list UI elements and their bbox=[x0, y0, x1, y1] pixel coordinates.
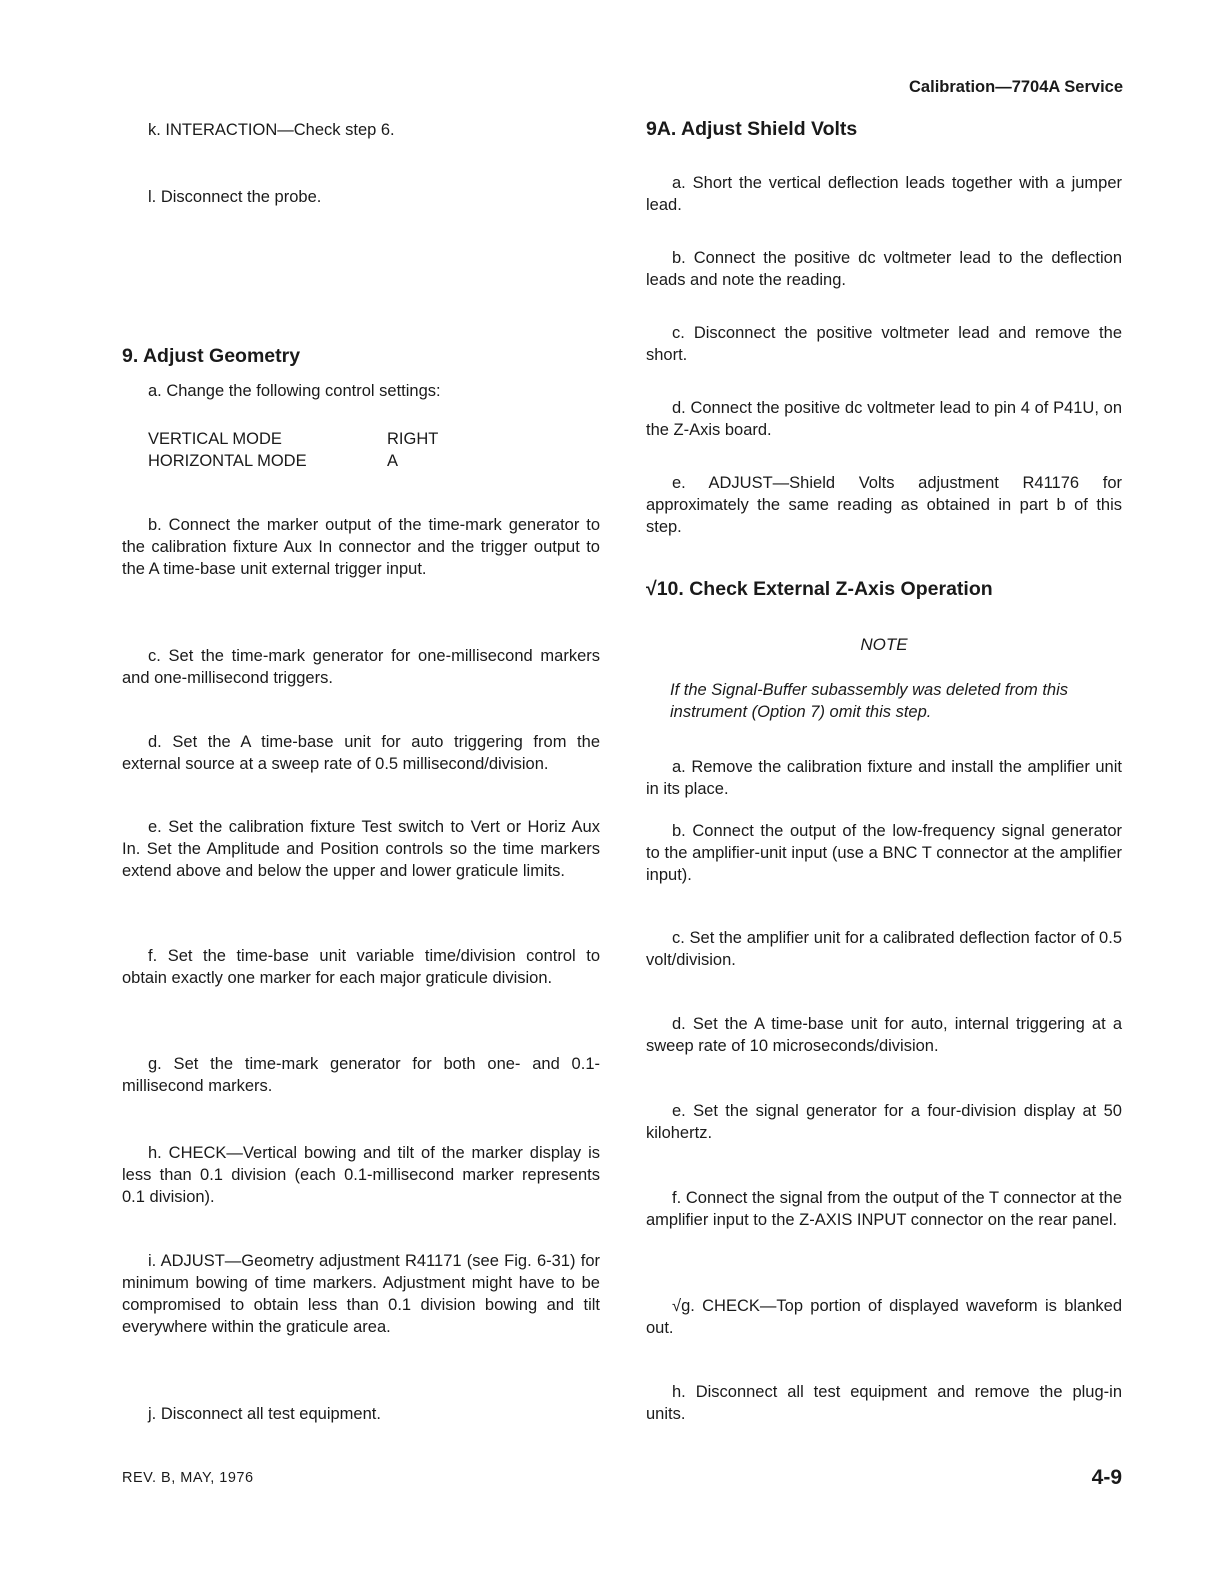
running-header: Calibration—7704A Service bbox=[909, 78, 1123, 96]
step-9h: h. CHECK—Vertical bowing and tilt of the marker display is less than 0.1 division (each 0.1-millisecond marker represents 0.1 division). bbox=[122, 1144, 600, 1206]
step-9e: e. Set the calibration fixture Test switch to Vert or Horiz Aux In. Set the Amplitude and Position controls so the time markers extend above and below the upper and lower graticule limits. bbox=[122, 818, 600, 880]
step-9b: b. Connect the marker output of the time-mark generator to the calibration fixture Aux In connector and the trigger output to the A time-base unit external trigger input. bbox=[122, 516, 600, 578]
step-10f: f. Connect the signal from the output of the T connector at the amplifier input to the Z-AXIS INPUT connector on the rear panel. bbox=[646, 1189, 1122, 1229]
page-number: 4-9 bbox=[1091, 1466, 1122, 1489]
note-title: NOTE bbox=[860, 635, 908, 654]
check-mark-icon: √ bbox=[646, 578, 657, 600]
step-9a-a: a. Short the vertical deflection leads together with a jumper lead. bbox=[646, 174, 1122, 214]
step-10d: d. Set the A time-base unit for auto, internal triggering at a sweep rate of 10 microseconds/division. bbox=[646, 1015, 1122, 1055]
section-10-title: 10. Check External Z-Axis Operation bbox=[656, 578, 993, 600]
step-9i: i. ADJUST—Geometry adjustment R41171 (see Fig. 6-31) for minimum bowing of time markers. Adjustment might have to be compromised to obtain less than 0.1 division bowing and tilt everywhere within the graticule area. bbox=[122, 1252, 600, 1336]
setting-value: A bbox=[387, 452, 399, 470]
step-9g: g. Set the time-mark generator for both one- and 0.1-millisecond markers. bbox=[122, 1055, 600, 1095]
control-settings-table bbox=[148, 428, 438, 472]
section-9-heading: 9. Adjust Geometry bbox=[122, 345, 301, 367]
setting-row bbox=[148, 450, 438, 472]
check-mark-icon: √ bbox=[672, 1297, 682, 1315]
revision-footer: REV. B, MAY, 1976 bbox=[122, 1470, 254, 1486]
step-9f: f. Set the time-base unit variable time/division control to obtain exactly one marker for each major graticule division. bbox=[122, 947, 600, 987]
setting-value: RIGHT bbox=[387, 430, 439, 448]
step-9j: j. Disconnect all test equipment. bbox=[148, 1405, 381, 1423]
step-10b: b. Connect the output of the low-frequency signal generator to the amplifier-unit input (use a BNC T connector at the amplifier input). bbox=[646, 822, 1122, 884]
setting-row bbox=[148, 428, 438, 450]
step-9a-b: b. Connect the positive dc voltmeter lead to the deflection leads and note the reading. bbox=[646, 249, 1122, 289]
step-9a-d: d. Connect the positive dc voltmeter lead to pin 4 of P41U, on the Z-Axis board. bbox=[646, 399, 1122, 439]
note-body: If the Signal-Buffer subassembly was deleted from this instrument (Option 7) omit this step. bbox=[670, 681, 1069, 721]
section-9a-heading: 9A. Adjust Shield Volts bbox=[646, 118, 858, 140]
step-9d: d. Set the A time-base unit for auto triggering from the external source at a sweep rate of 0.5 millisecond/division. bbox=[122, 733, 600, 773]
step-k: k. INTERACTION—Check step 6. bbox=[148, 121, 395, 139]
step-10g-text: g. CHECK—Top portion of displayed waveform is blanked out. bbox=[646, 1297, 1122, 1337]
section-10-heading bbox=[646, 578, 993, 601]
step-10e: e. Set the signal generator for a four-division display at 50 kilohertz. bbox=[646, 1102, 1122, 1142]
step-9a: a. Change the following control settings: bbox=[148, 382, 441, 400]
step-10c: c. Set the amplifier unit for a calibrated deflection factor of 0.5 volt/division. bbox=[646, 929, 1122, 969]
step-9c: c. Set the time-mark generator for one-millisecond markers and one-millisecond triggers. bbox=[122, 647, 600, 687]
step-10g bbox=[646, 1295, 1122, 1339]
step-9a-c: c. Disconnect the positive voltmeter lead and remove the short. bbox=[646, 324, 1122, 364]
step-l: l. Disconnect the probe. bbox=[148, 188, 322, 206]
step-9a-e: e. ADJUST—Shield Volts adjustment R41176 for approximately the same reading as obtained in part b of this step. bbox=[646, 474, 1122, 536]
step-10a: a. Remove the calibration fixture and install the amplifier unit in its place. bbox=[646, 758, 1122, 798]
setting-name: VERTICAL MODE bbox=[148, 430, 282, 448]
step-10h: h. Disconnect all test equipment and remove the plug-in units. bbox=[646, 1383, 1122, 1423]
setting-name: HORIZONTAL MODE bbox=[148, 452, 307, 470]
